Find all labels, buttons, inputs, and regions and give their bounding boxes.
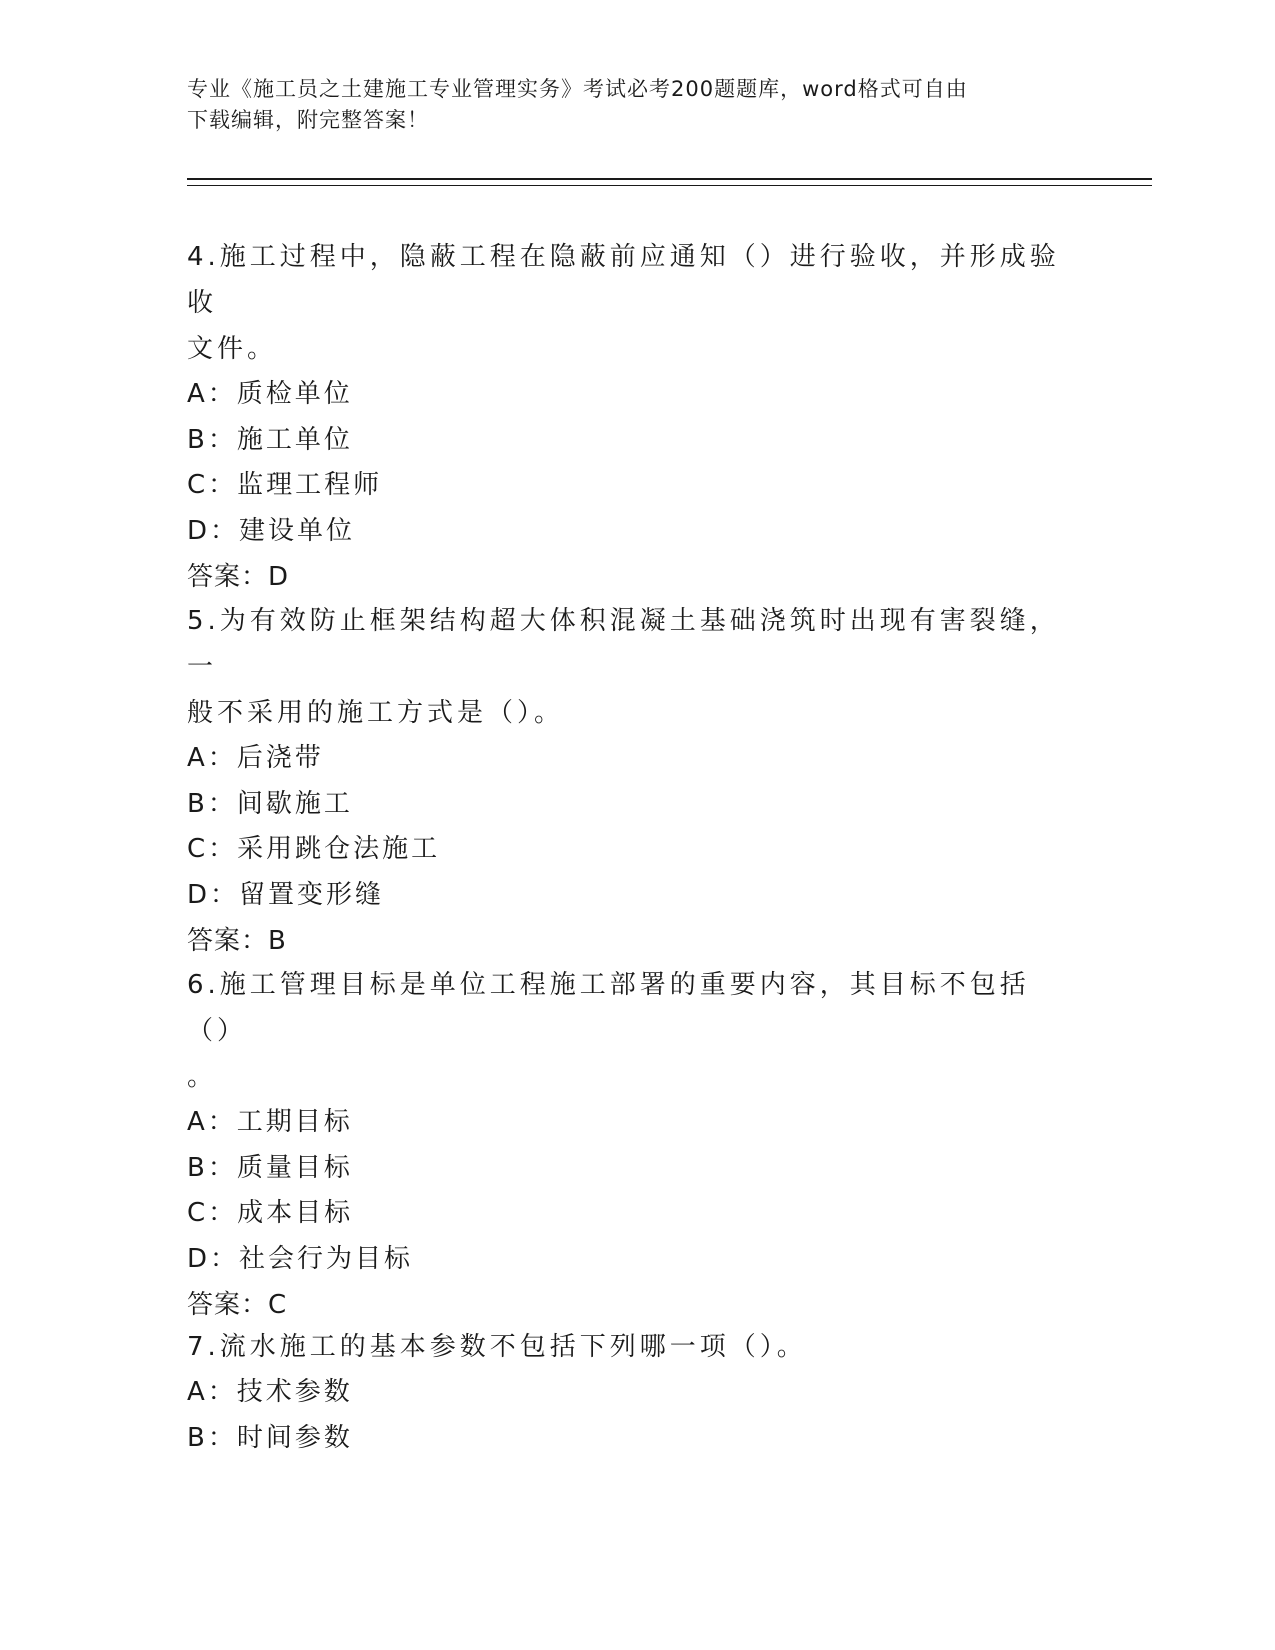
header-divider	[187, 178, 1152, 186]
header-line-1: 专业《施工员之土建施工专业管理实务》考试必考200题题库，word格式可自由	[187, 77, 968, 101]
option-a: A：技术参数	[187, 1377, 353, 1407]
document-header	[187, 74, 1067, 136]
option-b: B：施工单位	[187, 424, 353, 455]
question-stem-line-2: 般不采用的施工方式是（）。	[187, 698, 565, 728]
question-stem-line-2: 。	[187, 1062, 218, 1092]
answer: 答案：C	[187, 1290, 288, 1320]
question-7	[187, 1324, 1067, 1461]
header-line-2: 下载编辑，附完整答案！	[187, 108, 429, 132]
option-c: C：监理工程师	[187, 470, 383, 500]
option-a: A：质检单位	[187, 379, 353, 409]
answer: 答案：D	[187, 562, 290, 592]
option-d: D：留置变形缝	[187, 879, 385, 910]
question-stem-line-1: 6.施工管理目标是单位工程施工部署的重要内容，其目标不包括（）	[187, 970, 1030, 1046]
question-stem-line-1: 5.为有效防止框架结构超大体积混凝土基础浇筑时出现有害裂缝，一	[187, 606, 1060, 682]
question-6	[187, 962, 1067, 1328]
option-a: A：后浇带	[187, 743, 324, 773]
option-b: B：质量目标	[187, 1152, 353, 1183]
option-d: D：建设单位	[187, 515, 356, 546]
question-5	[187, 598, 1067, 964]
answer: 答案：B	[187, 926, 287, 956]
question-4	[187, 234, 1067, 600]
option-d: D：社会行为目标	[187, 1243, 414, 1274]
option-c: C：成本目标	[187, 1198, 354, 1228]
option-b: B：间歇施工	[187, 788, 353, 819]
option-b: B：时间参数	[187, 1422, 353, 1453]
question-stem-line-1: 7.流水施工的基本参数不包括下列哪一项（）。	[187, 1332, 807, 1362]
question-stem-line-1: 4.施工过程中，隐蔽工程在隐蔽前应通知（）进行验收，并形成验收	[187, 242, 1060, 318]
option-a: A：工期目标	[187, 1107, 353, 1137]
option-c: C：采用跳仓法施工	[187, 834, 441, 864]
question-stem-line-2: 文件。	[187, 334, 278, 364]
